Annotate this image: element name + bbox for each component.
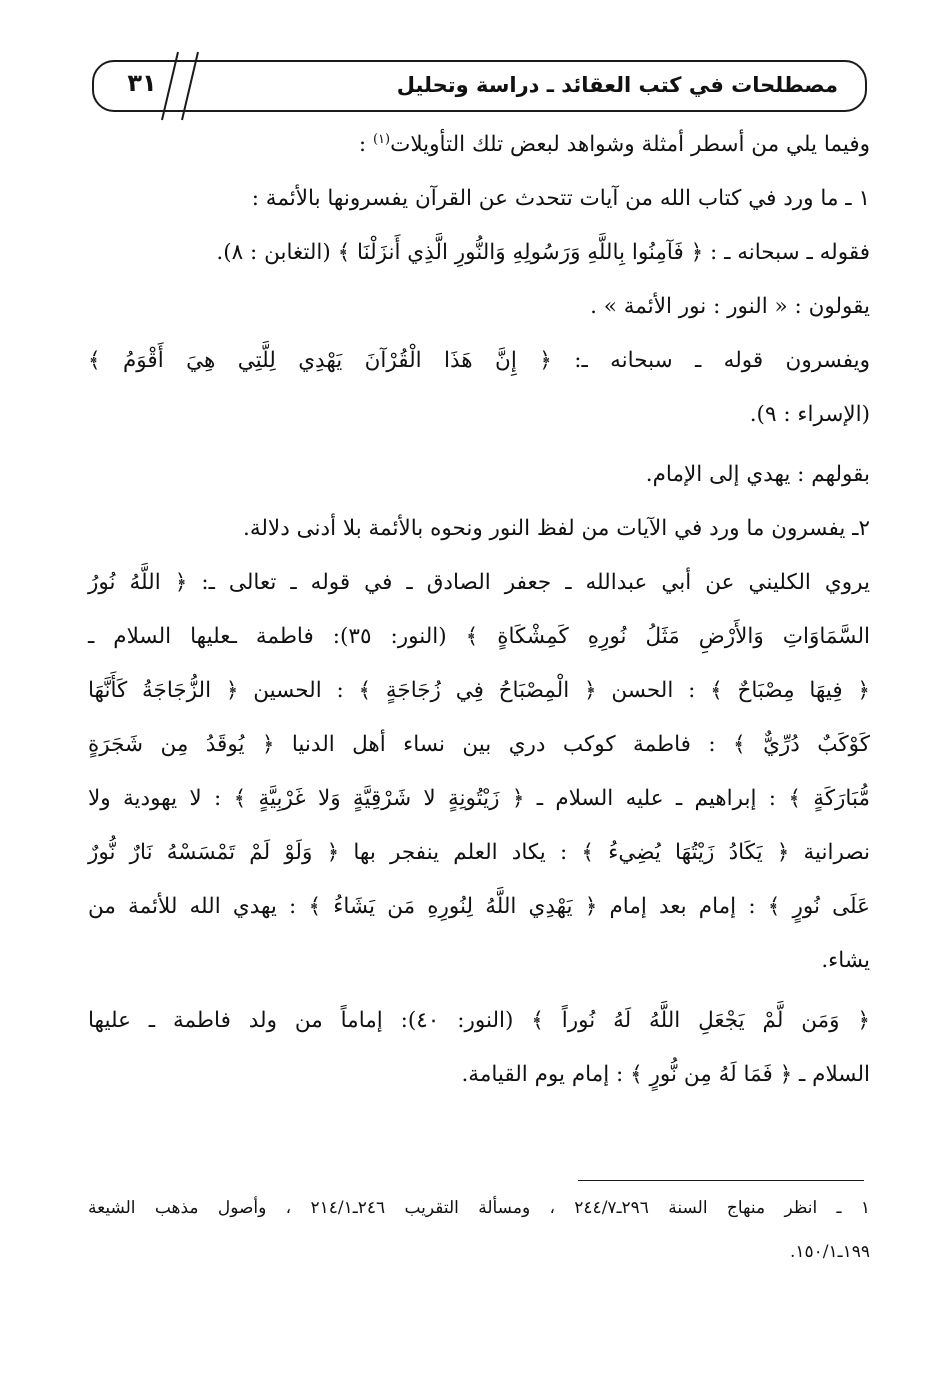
footnote-separator	[578, 1180, 864, 1181]
point-2-line-3: ﴿ فِيهَا مِصْبَاحٌ ﴾ : الحسن ﴿ الْمِصْبَاحُ فِي زُجَاجَةٍ ﴾ : الحسين ﴿ الزُّجَاجَةُ كَأَنَّهَا	[88, 678, 870, 703]
page-number: ٣١	[127, 69, 157, 97]
point-1-line-2: يقولون : « النور : نور الأئمة » .	[590, 294, 870, 319]
point-2-line-1: يروي الكليني عن أبي عبدالله ـ جعفر الصادق ـ في قوله ـ تعالى ـ: ﴿ اللَّهُ نُورُ	[88, 570, 870, 595]
running-header-title: مصطلحات في كتب العقائد ـ دراسة وتحليل	[396, 73, 838, 97]
intro-text: وفيما يلي من أسطر أمثلة وشواهد لبعض تلك التأويلات	[390, 132, 870, 157]
intro-end: :	[358, 132, 373, 157]
footnote-reference[interactable]: (١)	[372, 131, 391, 147]
point-1-line-5: بقولهم : يهدي إلى الإمام.	[645, 462, 870, 487]
point-2-line-6: نصرانية ﴿ يَكَادُ زَيْتُهَا يُضِيءُ ﴾ : يكاد العلم ينفجر بها ﴿ وَلَوْ لَمْ تَمْسَسْهُ نَارٌ نُّورٌ	[88, 840, 870, 865]
point-3-line-2: السلام ـ ﴿ فَمَا لَهُ مِن نُّورٍ ﴾ : إمام يوم القيامة.	[461, 1062, 870, 1087]
point-2-line-7: عَلَى نُورٍ ﴾ : إمام بعد إمام ﴿ يَهْدِي اللَّهُ لِنُورِهِ مَن يَشَاءُ ﴾ : يهدي الله للأئمة من	[88, 894, 870, 919]
point-2-line-5: مُّبَارَكَةٍ ﴾ : إبراهيم ـ عليه السلام ـ ﴿ زَيْتُونِةٍ لا شَرْقِيَّةٍ وَلا غَرْبِيَّةٍ ﴾ : لا يهودية ولا	[88, 786, 870, 811]
footnote-1-line-2: ١٩٩ـ١٥٠/١.	[789, 1242, 870, 1262]
point-2-line-2: السَّمَاوَاتِ وَالأَرْضِ مَثَلُ نُورِهِ كَمِشْكَاةٍ ﴾ (النور: ٣٥): فاطمة ـعليها السلام ـ	[88, 624, 871, 649]
intro-line	[88, 130, 870, 184]
point-1-heading: ١ ـ ما ورد في كتاب الله من آيات تتحدث عن القرآن يفسرونها بالأئمة :	[251, 186, 870, 211]
point-2-line-4: كَوْكَبٌ دُرِّيٌّ ﴾ : فاطمة كوكب دري بين نساء أهل الدنيا ﴿ يُوقَدُ مِن شَجَرَةٍ	[88, 732, 870, 757]
point-1-line-4: (الإسراء : ٩).	[749, 402, 870, 427]
main-text	[88, 130, 870, 1114]
point-3-line-1: ﴿ وَمَن لَّمْ يَجْعَلِ اللَّهُ لَهُ نُوراً ﴾ (النور: ٤٠): إماماً من ولد فاطمة ـ عليها	[88, 1008, 870, 1033]
point-1-line-3: ويفسرون قوله ـ سبحانه ـ: ﴿ إِنَّ هَذَا الْقُرْآنَ يَهْدِي لِلَّتِي هِيَ أَقْوَمُ ﴾	[88, 348, 870, 373]
point-2-line-8: يشاء.	[821, 948, 870, 973]
point-2-heading: ٢ـ يفسرون ما ورد في الآيات من لفظ النور ونحوه بالأئمة بلا أدنى دلالة.	[243, 516, 870, 541]
footnote-1-line-1: ١ ـ انظر منهاج السنة ٢٩٦ـ٢٤٤/٧ ، ومسألة التقريب ٢٤٦ـ٢١٤/١ ، وأصول مذهب الشيعة	[88, 1198, 870, 1218]
point-1-line-1: فقوله ـ سبحانه ـ : ﴿ فَآمِنُوا بِاللَّهِ وَرَسُولِهِ وَالنُّورِ الَّذِي أَنزَلْنَا ﴾ (التغابن : ٨).	[216, 240, 870, 265]
footnotes	[88, 1195, 870, 1283]
